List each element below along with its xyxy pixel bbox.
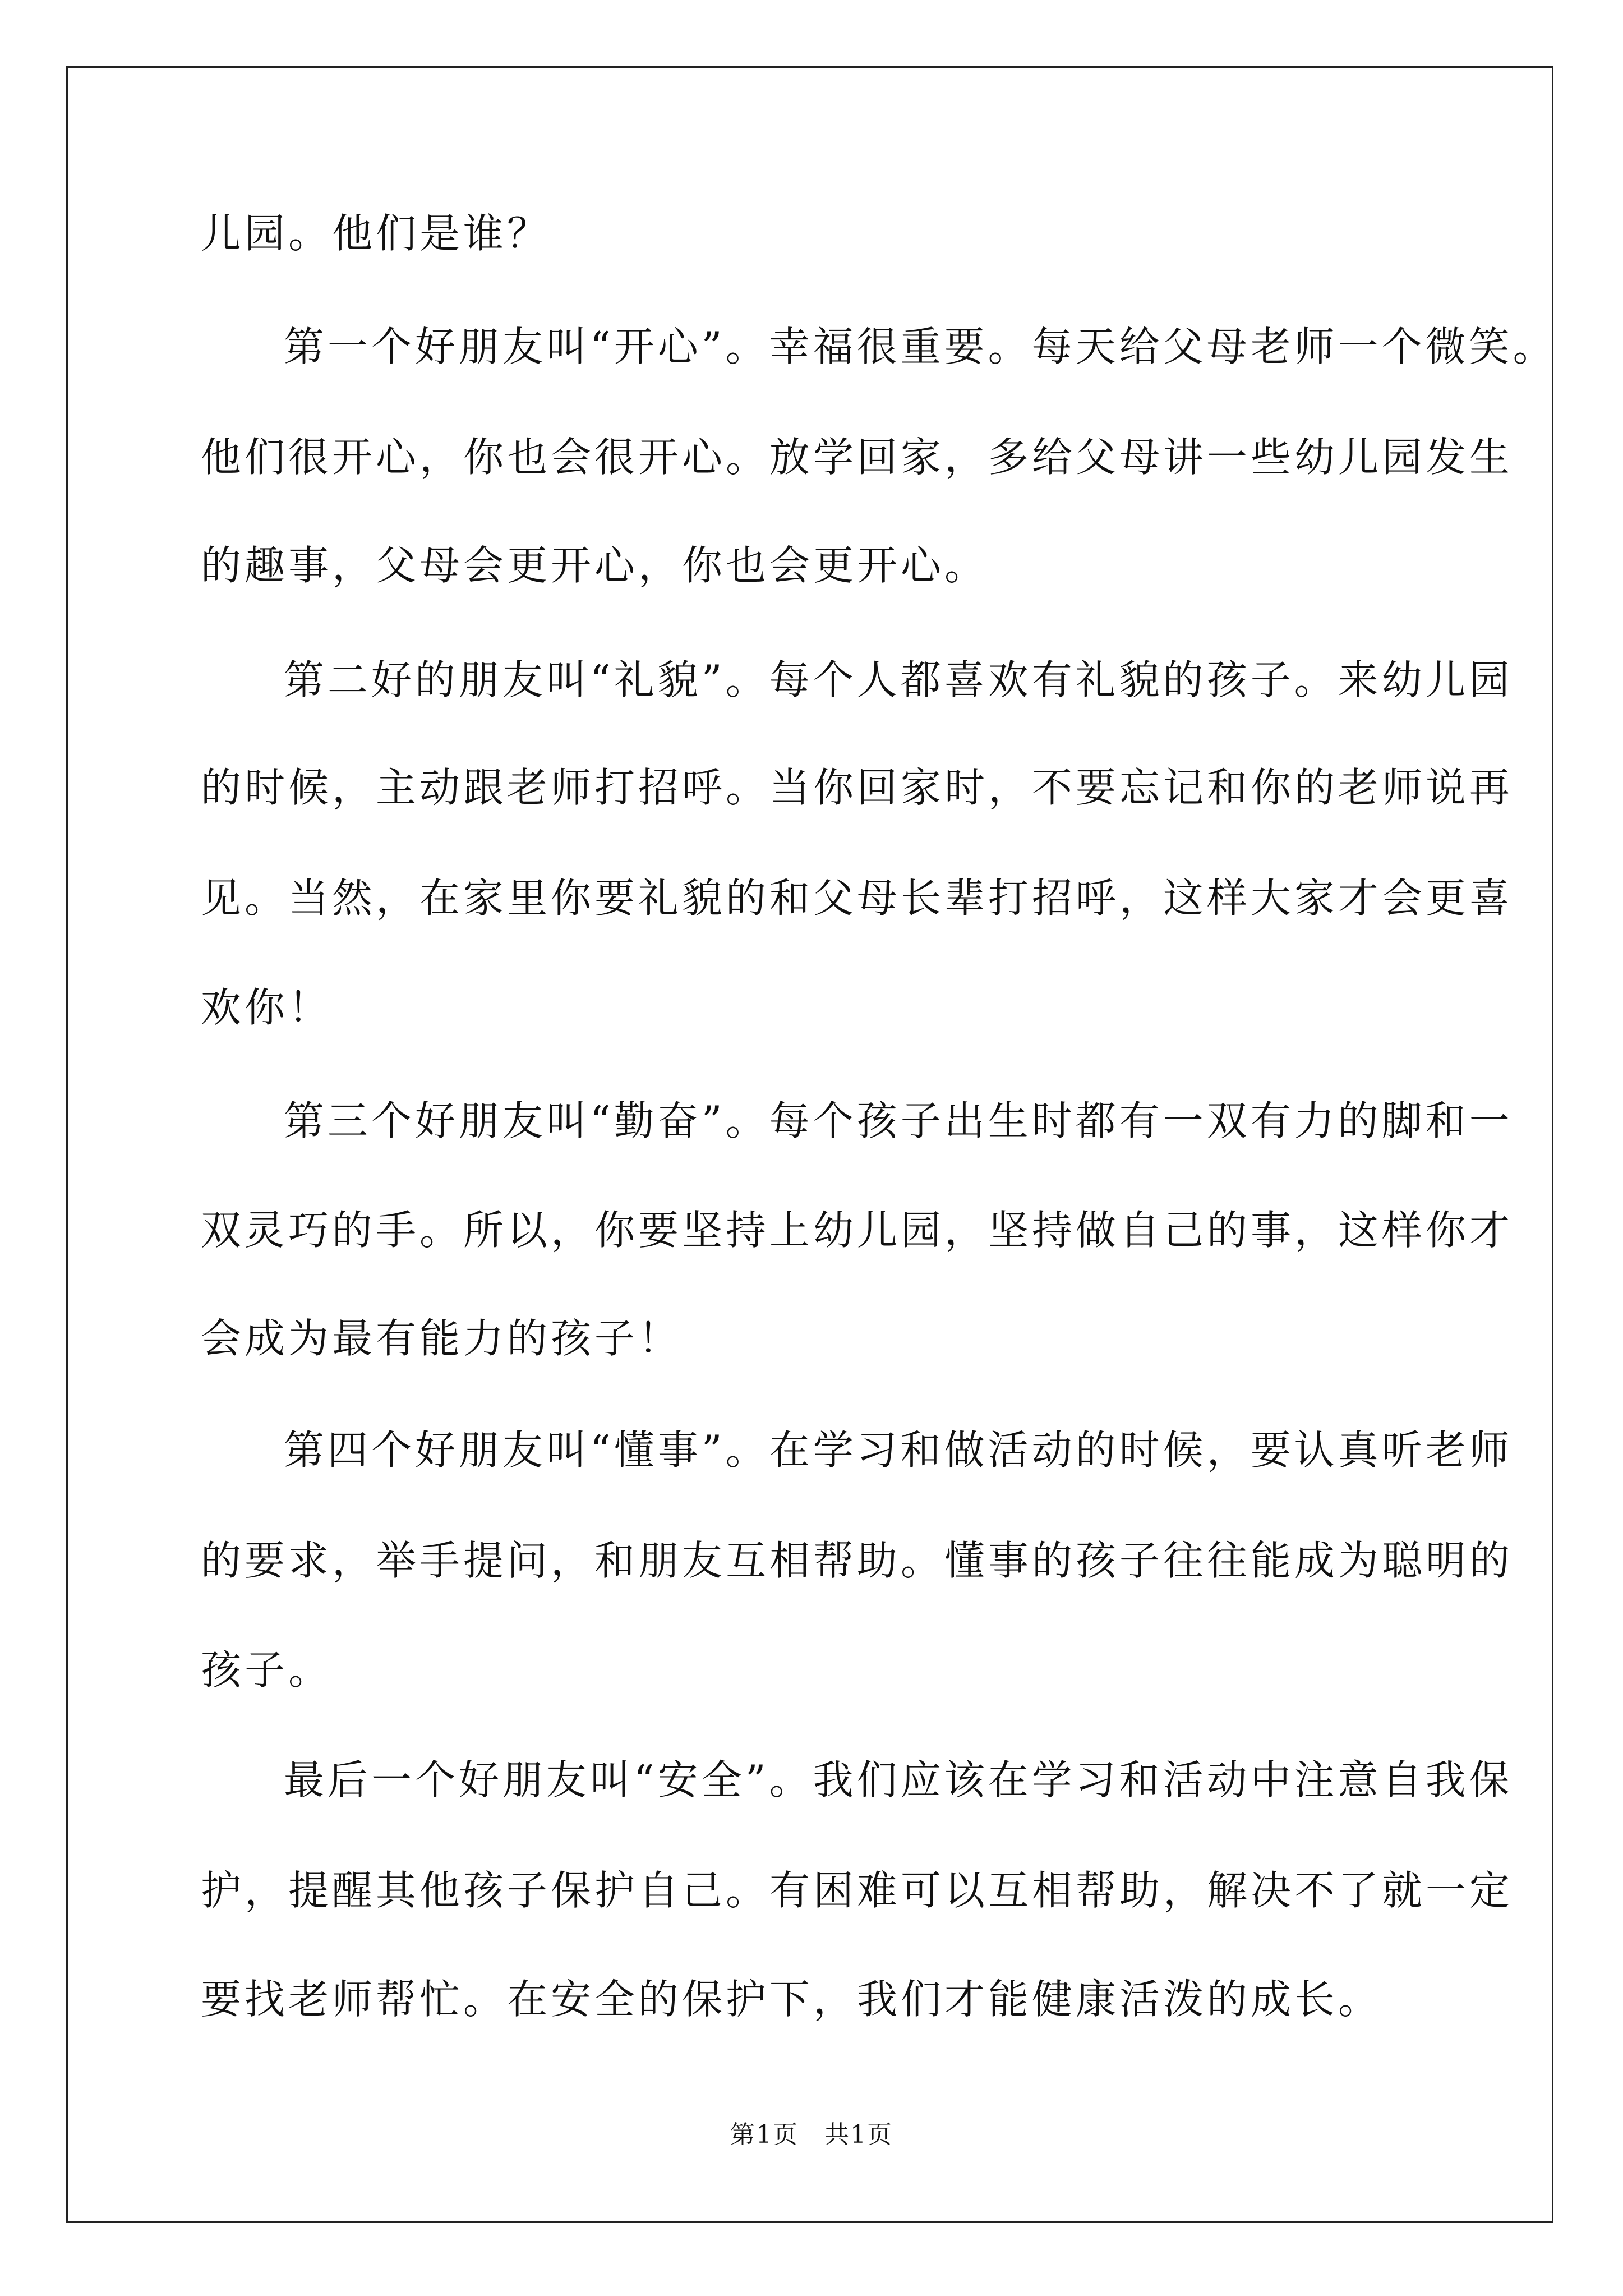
text-line: 孩子。: [201, 1646, 333, 1694]
text-line: 护，提醒其他孩子保护自己。有困难可以互相帮助，解决不了就一定: [201, 1867, 1514, 1914]
text-line: 的趣事，父母会更开心，你也会更开心。: [201, 542, 989, 589]
page-footer: [0, 2119, 1623, 2151]
text-line: 儿园。他们是谁？: [201, 210, 551, 257]
page-number: 第1页: [730, 2120, 799, 2149]
paragraph-4-line: 第四个好朋友叫“懂事”。在学习和做活动的时候，要认真听老师: [284, 1427, 1513, 1474]
paragraph-2-line: 第二好的朋友叫“礼貌”。每个人都喜欢有礼貌的孩子。来幼儿园: [284, 656, 1513, 703]
text-line: 欢你！: [201, 984, 333, 1031]
text-line: 见。当然，在家里你要礼貌的和父母长辈打招呼，这样大家才会更喜: [201, 875, 1514, 922]
paragraph-3-line: 第三个好朋友叫“勤奋”。每个孩子出生时都有一双有力的脚和一: [284, 1097, 1513, 1144]
text-line: 会成为最有能力的孩子！: [201, 1315, 683, 1362]
text-line: 的要求，举手提问，和朋友互相帮助。懂事的孩子往往能成为聪明的: [201, 1537, 1514, 1584]
text-line: 双灵巧的手。所以，你要坚持上幼儿园，坚持做自己的事，这样你才: [201, 1207, 1514, 1254]
text-line: 的时候，主动跟老师打招呼。当你回家时，不要忘记和你的老师说再: [201, 764, 1514, 811]
text-line: 要找老师帮忙。在安全的保护下，我们才能健康活泼的成长。: [201, 1976, 1382, 2023]
paragraph-1-line: 第一个好朋友叫“开心”。幸福很重要。每天给父母老师一个微笑。: [284, 323, 1557, 370]
page-total: 共1页: [824, 2120, 893, 2149]
paragraph-5-line: 最后一个好朋友叫“安全”。我们应该在学习和活动中注意自我保: [284, 1756, 1513, 1803]
text-line: 他们很开心，你也会很开心。放学回家，多给父母讲一些幼儿园发生: [201, 434, 1514, 481]
